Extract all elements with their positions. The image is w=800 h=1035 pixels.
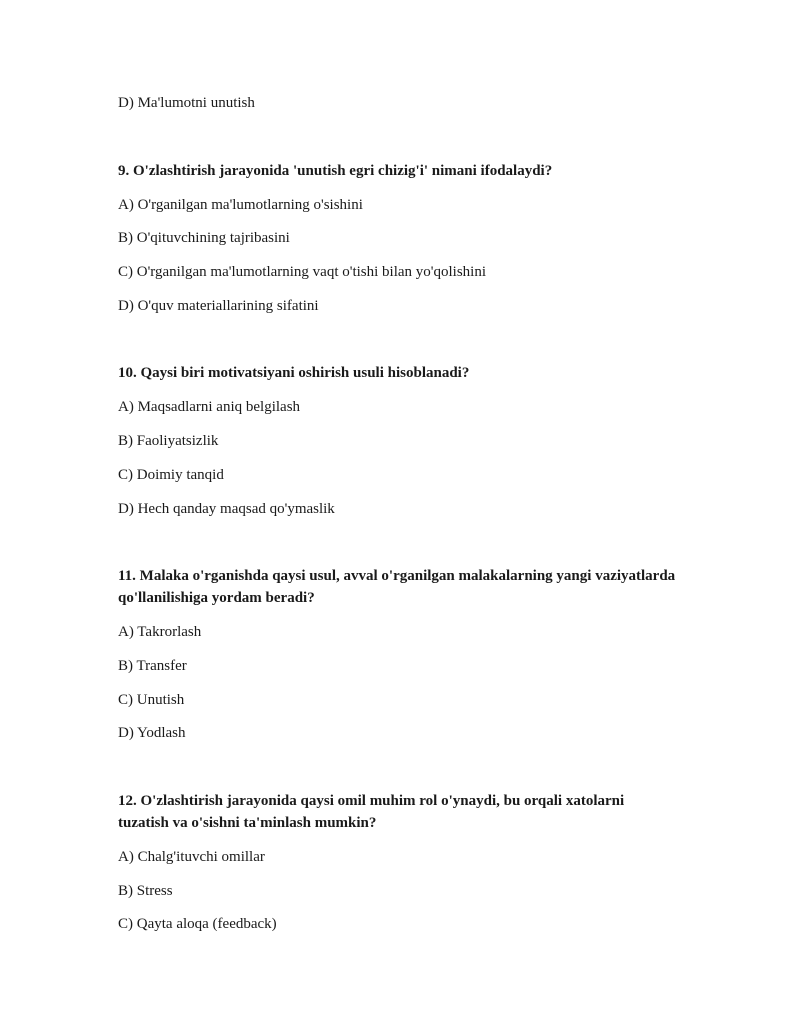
question-9 [118,160,678,316]
option-b: B) Transfer [118,657,187,674]
option-d: D) Ma'lumotni unutish [118,95,255,111]
option-c: C) Unutish [118,691,185,708]
option-a: A) Maqsadlarni aniq belgilash [118,399,301,416]
question-12 [118,790,678,934]
option-a: A) O'rganilgan ma'lumotlarning o'sishini [118,196,363,213]
option-d: D) Yodlash [118,725,186,742]
option-a: A) Takrorlash [118,624,202,641]
option-c: C) Qayta aloqa (feedback) [118,916,277,933]
question-11 [118,565,678,743]
option-a: A) Chalg'ituvchi omillar [118,848,265,865]
option-d: D) O'quv materiallarining sifatini [118,297,319,314]
question-text: 11. Malaka o'rganishda qaysi usul, avval o'rganilgan malakalarning yangi vaziyatlarda qo'llanilishiga yordam beradi? [118,568,676,607]
option-b: B) Stress [118,882,173,899]
option-c: C) O'rganilgan ma'lumotlarning vaqt o'tishi bilan yo'qolishini [118,264,486,281]
question-text: 9. O'zlashtirish jarayonida 'unutish egri chizig'i' nimani ifodalaydi? [118,162,553,179]
option-b: B) Faoliyatsizlik [118,433,219,450]
option-d: D) Hech qanday maqsad qo'ymaslik [118,500,335,517]
question-8-tail [118,93,678,113]
question-text: 12. O'zlashtirish jarayonida qaysi omil muhim rol o'ynaydi, bu orqali xatolarni tuzatish va o'sishni ta'minlash mumkin? [118,792,625,831]
option-b: B) O'qituvchining tajribasini [118,230,290,247]
option-c: C) Doimiy tanqid [118,466,224,483]
question-10 [118,362,678,518]
document-page [118,93,678,948]
question-text: 10. Qaysi biri motivatsiyani oshirish usuli hisoblanadi? [118,365,470,382]
